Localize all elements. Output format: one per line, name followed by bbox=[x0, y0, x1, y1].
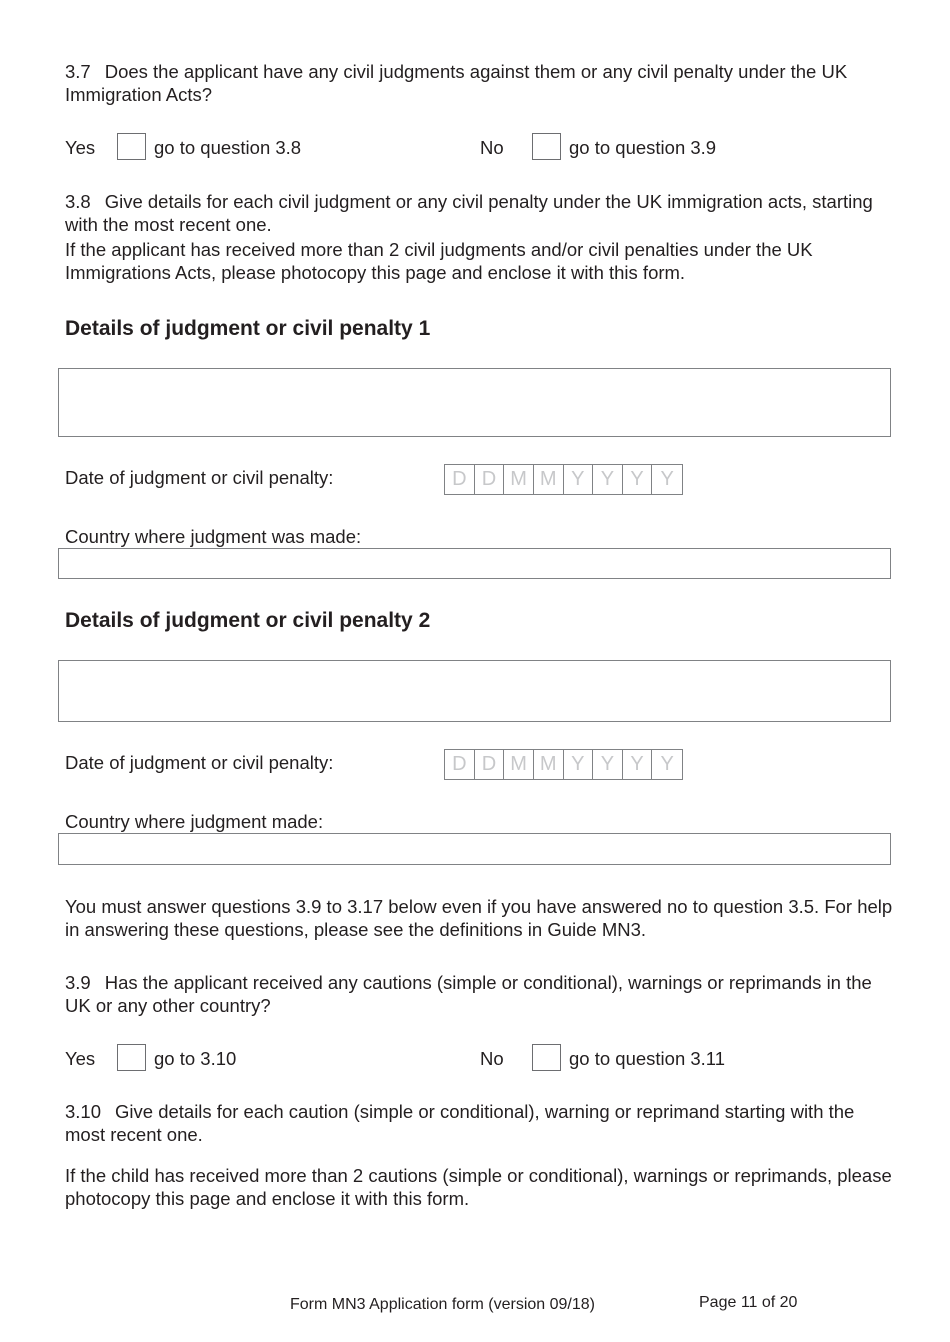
date-cell: Y bbox=[564, 465, 594, 494]
penalty-1-date-field[interactable] bbox=[444, 464, 683, 495]
q3-9-no-checkbox[interactable] bbox=[532, 1044, 561, 1071]
question-3-7 bbox=[65, 60, 895, 106]
question-text: Give details for each caution (simple or conditional), warning or reprimand starting with the most recent one. bbox=[65, 1101, 855, 1145]
instruction-text: You must answer questions 3.9 to 3.17 below even if you have answered no to question 3.5. For help in answering these questions, please see the definitions in Guide MN3. bbox=[65, 896, 893, 940]
footer-form-name: Form MN3 Application form (version 09/18) bbox=[290, 1296, 595, 1313]
date-cell: Y bbox=[623, 465, 653, 494]
yes-goto-text: go to 3.10 bbox=[154, 1048, 237, 1069]
question-text: Has the applicant received any cautions (simple or conditional), warnings or reprimands in the UK or any other country? bbox=[65, 972, 872, 1016]
no-goto-text: go to question 3.11 bbox=[569, 1048, 726, 1069]
penalty-1-country-field[interactable] bbox=[58, 548, 891, 579]
date-cell: D bbox=[445, 465, 475, 494]
penalty-1-country-label: Country where judgment was made: bbox=[65, 526, 362, 547]
question-number: 3.7 bbox=[65, 61, 91, 82]
penalty-1-details-field[interactable] bbox=[58, 368, 891, 437]
date-cell: M bbox=[504, 465, 534, 494]
question-3-10 bbox=[65, 1100, 895, 1146]
question-number: 3.9 bbox=[65, 972, 91, 993]
question-text: Does the applicant have any civil judgments against them or any civil penalty under the UK Immigration Acts? bbox=[65, 61, 848, 105]
date-cell: D bbox=[445, 750, 475, 779]
date-cell: D bbox=[475, 465, 505, 494]
date-cell: Y bbox=[623, 750, 653, 779]
q3-7-yes-checkbox[interactable] bbox=[117, 133, 146, 160]
date-cell: M bbox=[534, 750, 564, 779]
date-cell: M bbox=[534, 465, 564, 494]
penalty-1-heading: Details of judgment or civil penalty 1 bbox=[65, 317, 431, 340]
no-goto-text: go to question 3.9 bbox=[569, 137, 717, 158]
date-cell: Y bbox=[564, 750, 594, 779]
question-3-8-note: If the applicant has received more than 2 civil judgments and/or civil penalties under the UK Immigrations Acts, please photocopy this page and enclose it with this form. bbox=[65, 239, 813, 283]
yes-goto-text: go to question 3.8 bbox=[154, 137, 302, 158]
date-cell: M bbox=[504, 750, 534, 779]
date-cell: Y bbox=[593, 750, 623, 779]
question-number: 3.10 bbox=[65, 1101, 102, 1122]
penalty-2-date-field[interactable] bbox=[444, 749, 683, 780]
penalty-2-details-field[interactable] bbox=[58, 660, 891, 722]
question-number: 3.8 bbox=[65, 191, 91, 212]
yes-label: Yes bbox=[65, 1048, 96, 1069]
date-cell: D bbox=[475, 750, 505, 779]
q3-7-no-checkbox[interactable] bbox=[532, 133, 561, 160]
penalty-2-date-label: Date of judgment or civil penalty: bbox=[65, 752, 334, 773]
question-3-10-note: If the child has received more than 2 cautions (simple or conditional), warnings or reprimands, please photocopy this page and enclose it with this form. bbox=[65, 1165, 892, 1209]
question-3-9 bbox=[65, 971, 895, 1017]
yes-label: Yes bbox=[65, 137, 96, 158]
question-text: Give details for each civil judgment or any civil penalty under the UK immigration acts, starting with the most recent one. bbox=[65, 191, 873, 235]
question-3-8 bbox=[65, 190, 895, 236]
penalty-1-date-label: Date of judgment or civil penalty: bbox=[65, 467, 334, 488]
date-cell: Y bbox=[660, 468, 674, 490]
penalty-2-heading: Details of judgment or civil penalty 2 bbox=[65, 609, 431, 632]
q3-9-yes-checkbox[interactable] bbox=[117, 1044, 146, 1071]
date-cell: Y bbox=[660, 753, 674, 775]
penalty-2-country-label: Country where judgment made: bbox=[65, 811, 324, 832]
penalty-2-country-field[interactable] bbox=[58, 833, 891, 865]
date-cell: Y bbox=[593, 465, 623, 494]
no-label: No bbox=[480, 137, 504, 158]
footer-page-number: Page 11 of 20 bbox=[699, 1294, 798, 1311]
no-label: No bbox=[480, 1048, 504, 1069]
